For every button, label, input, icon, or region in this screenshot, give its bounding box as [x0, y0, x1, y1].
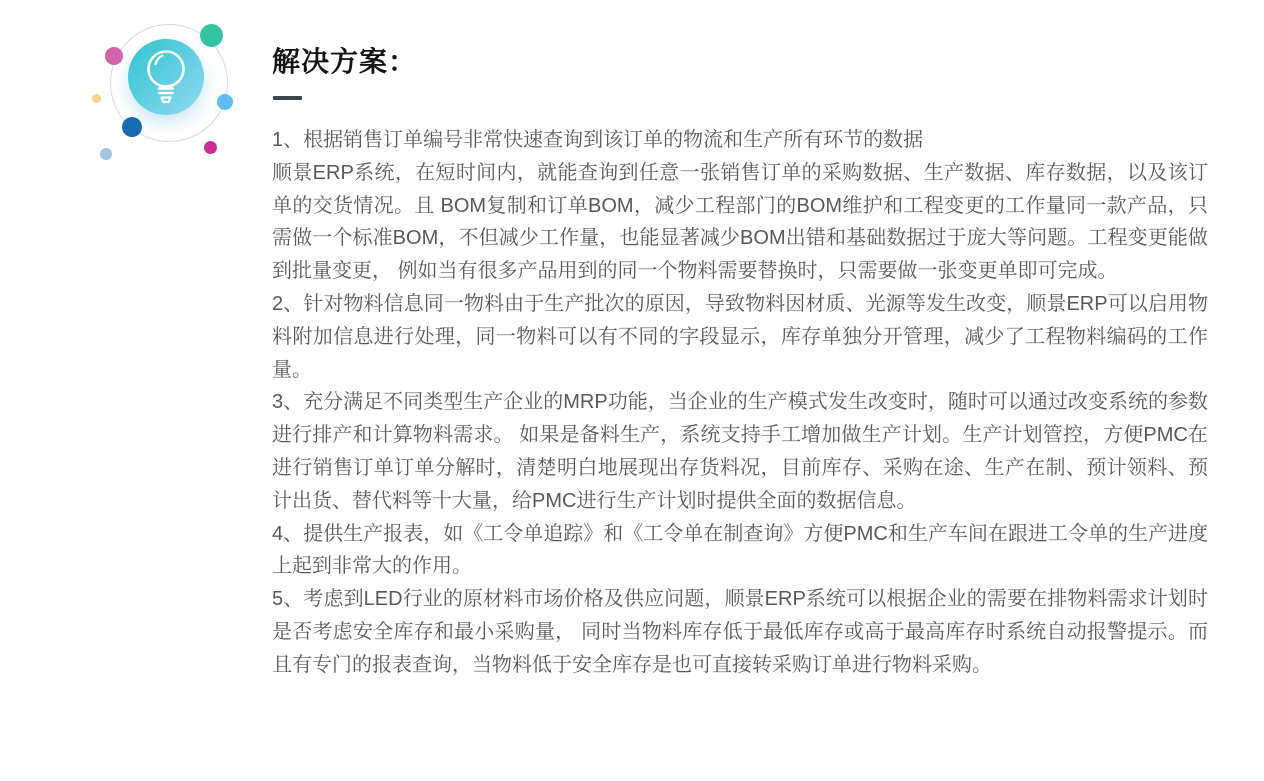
solution-text [272, 124, 1208, 682]
blue-dot-icon [122, 117, 142, 137]
lightbulb-illustration [85, 5, 250, 175]
solution-paragraph-1-body: 顺景ERP系统，在短时间内，就能查询到任意一张销售订单的采购数据、生产数据、库存数据，以及该订单的交货情况。且 BOM复制和订单BOM，减少工程部门的BOM维护和工程变更的工作量同一款产品，只需做一个标准BOM，不但减少工作量，也能显著减少BOM出错和基础数据过于庞大等问题。工程变更能做到批量变更， 例如当有很多产品用到的同一个物料需要替换时，只需要做一张变更单即可完成。 [272, 161, 1208, 283]
solution-paragraph-1-heading: 1、根据销售订单编号非常快速查询到该订单的物流和生产所有环节的数据 [272, 129, 924, 151]
title-underline [273, 96, 302, 100]
sky-dot-icon [217, 94, 233, 110]
teal-dot-icon [200, 24, 223, 47]
light-blue-dot-icon [100, 148, 112, 160]
pink-dot-icon [105, 47, 123, 65]
solution-paragraph-2: 2、针对物料信息同一物料由于生产批次的原因，导致物料因材质、光源等发生改变，顺景ERP可以启用物料附加信息进行处理，同一物料可以有不同的字段显示，库存单独分开管理，减少了工程物料编码的工作量。 [272, 292, 1208, 381]
lightbulb-glyph [128, 39, 204, 115]
solution-paragraph-5: 5、考虑到LED行业的原材料市场价格及供应问题，顺景ERP系统可以根据企业的需要在排物料需求计划时是否考虑安全库存和最小采购量， 同时当物料库存低于最低库存或高于最高库存时系统自动报警提示。而且有专门的报表查询，当物料低于安全库存是也可直接转采购订单进行物料采购。 [272, 588, 1208, 676]
yellow-dot-icon [92, 94, 101, 103]
page-title: 解决方案： [272, 46, 418, 77]
solution-paragraph-3: 3、充分满足不同类型生产企业的MRP功能，当企业的生产模式发生改变时，随时可以通过改变系统的参数进行排产和计算物料需求。 如果是备料生产，系统支持手工增加做生产计划。生产计划管控，方便PMC在进行销售订单订单分解时，清楚明白地展现出存货料况，目前库存、采购在途、生产在制、预计领料、预计出货、替代料等十大量，给PMC进行生产计划时提供全面的数据信息。 [272, 391, 1208, 512]
solution-paragraph-4: 4、提供生产报表，如《工令单追踪》和《工令单在制查询》方便PMC和生产车间在跟进工令单的生产进度上起到非常大的作用。 [272, 522, 1208, 578]
magenta-dot-icon [204, 141, 217, 154]
lightbulb-icon [128, 39, 204, 115]
